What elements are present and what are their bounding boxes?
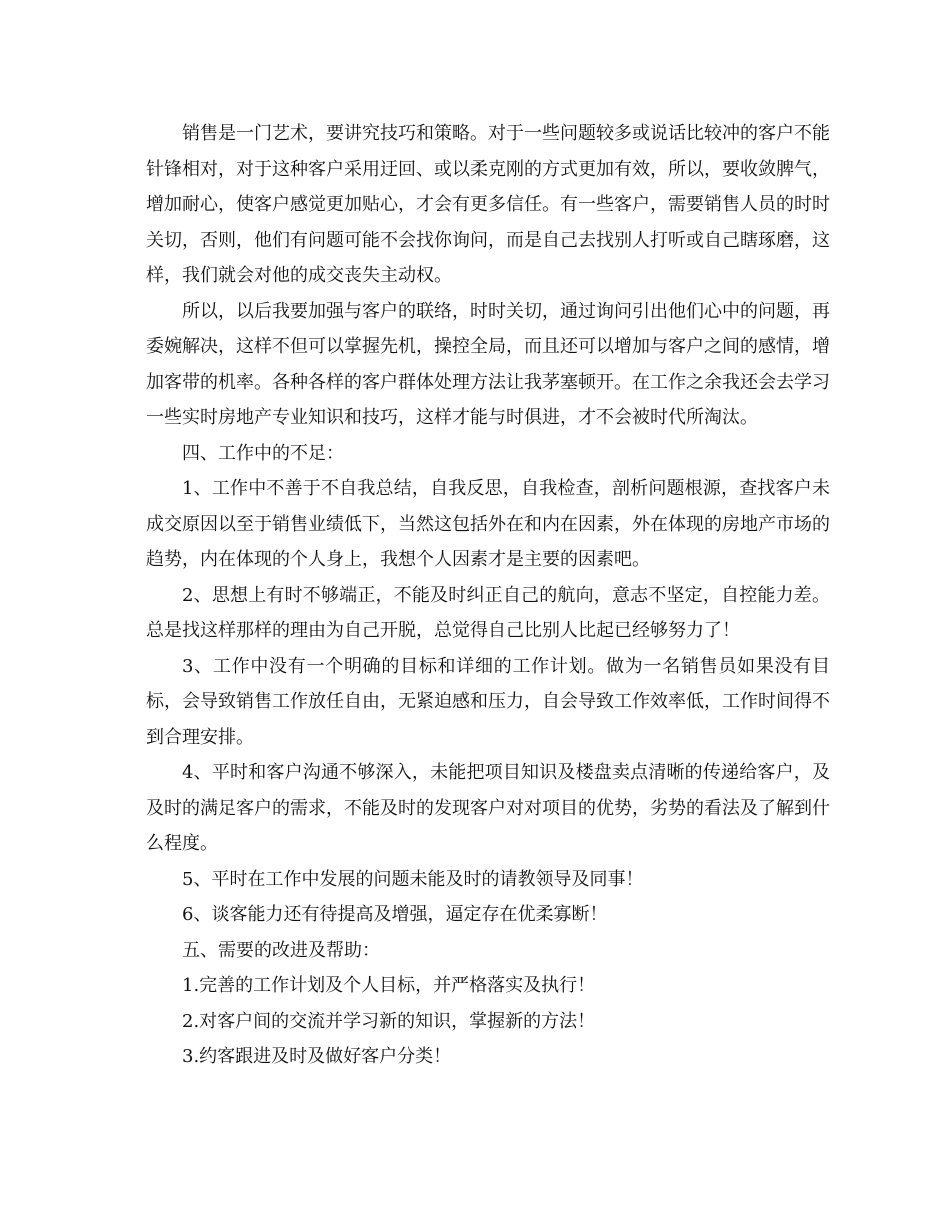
shortcoming-item-2: 2、思想上有时不够端正，不能及时纠正自己的航向，意志不坚定，自控能力差。总是找这样那样的理由为自己开脱，总觉得自己比别人比起已经够努力了！ xyxy=(146,584,830,641)
paragraph-customer-contact: 所以，以后我要加强与客户的联络，时时关切，通过询问引出他们心中的问题，再委婉解决，这样不但可以掌握先机，操控全局，而且还可以增加与客户之间的感情，增加客带的机率。各种各样的客户群体处理方法让我茅塞顿开。在工作之余我还会去学习一些实时房地产专业知识和技巧，这样才能与时俱进，才不会被时代所淘汰。 xyxy=(146,300,830,428)
shortcoming-item-4: 4、平时和客户沟通不够深入，未能把项目知识及楼盘卖点清晰的传递给客户，及及时的满足客户的需求，不能及时的发现客户对对项目的优势，劣势的看法及了解到什么程度。 xyxy=(146,762,830,854)
section-heading-improvements: 五、需要的改进及帮助： xyxy=(182,939,380,961)
document-body xyxy=(146,116,830,1075)
shortcoming-item-1: 1、工作中不善于不自我总结，自我反思，自我检查，剖析问题根源，查找客户未成交原因以至于销售业绩低下，当然这包括外在和内在因素，外在体现的房地产市场的趋势，内在体现的个人身上，我想个人因素才是主要的因素吧。 xyxy=(146,478,830,570)
shortcoming-item-3: 3、工作中没有一个明确的目标和详细的工作计划。做为一名销售员如果没有目标，会导致销售工作放任自由，无紧迫感和压力，自会导致工作效率低，工作时间得不到合理安排。 xyxy=(146,655,830,748)
paragraph-sales-art: 销售是一门艺术，要讲究技巧和策略。对于一些问题较多或说话比较冲的客户不能针锋相对，对于这种客户采用迂回、或以柔克刚的方式更加有效，所以，要收敛脾气，增加耐心，使客户感觉更加贴心，才会有更多信任。有一些客户，需要销售人员的时时关切，否则，他们有问题可能不会找你询问，而是自己去找别人打听或自己瞎琢磨，这样，我们就会对他的成交丧失主动权。 xyxy=(146,123,830,286)
section-heading-shortcomings: 四、工作中的不足： xyxy=(182,442,344,464)
improvement-item-2: 2.对客户间的交流并学习新的知识，掌握新的方法！ xyxy=(182,1010,596,1032)
shortcoming-item-6: 6、谈客能力还有待提高及增强，逼定存在优柔寡断！ xyxy=(182,904,608,925)
shortcoming-item-5: 5、平时在工作中发展的问题未能及时的请教领导及同事！ xyxy=(182,868,644,890)
improvement-item-1: 1.完善的工作计划及个人目标，并严格落实及执行！ xyxy=(182,975,596,996)
improvement-item-3: 3.约客跟进及时及做好客户分类！ xyxy=(182,1046,452,1067)
